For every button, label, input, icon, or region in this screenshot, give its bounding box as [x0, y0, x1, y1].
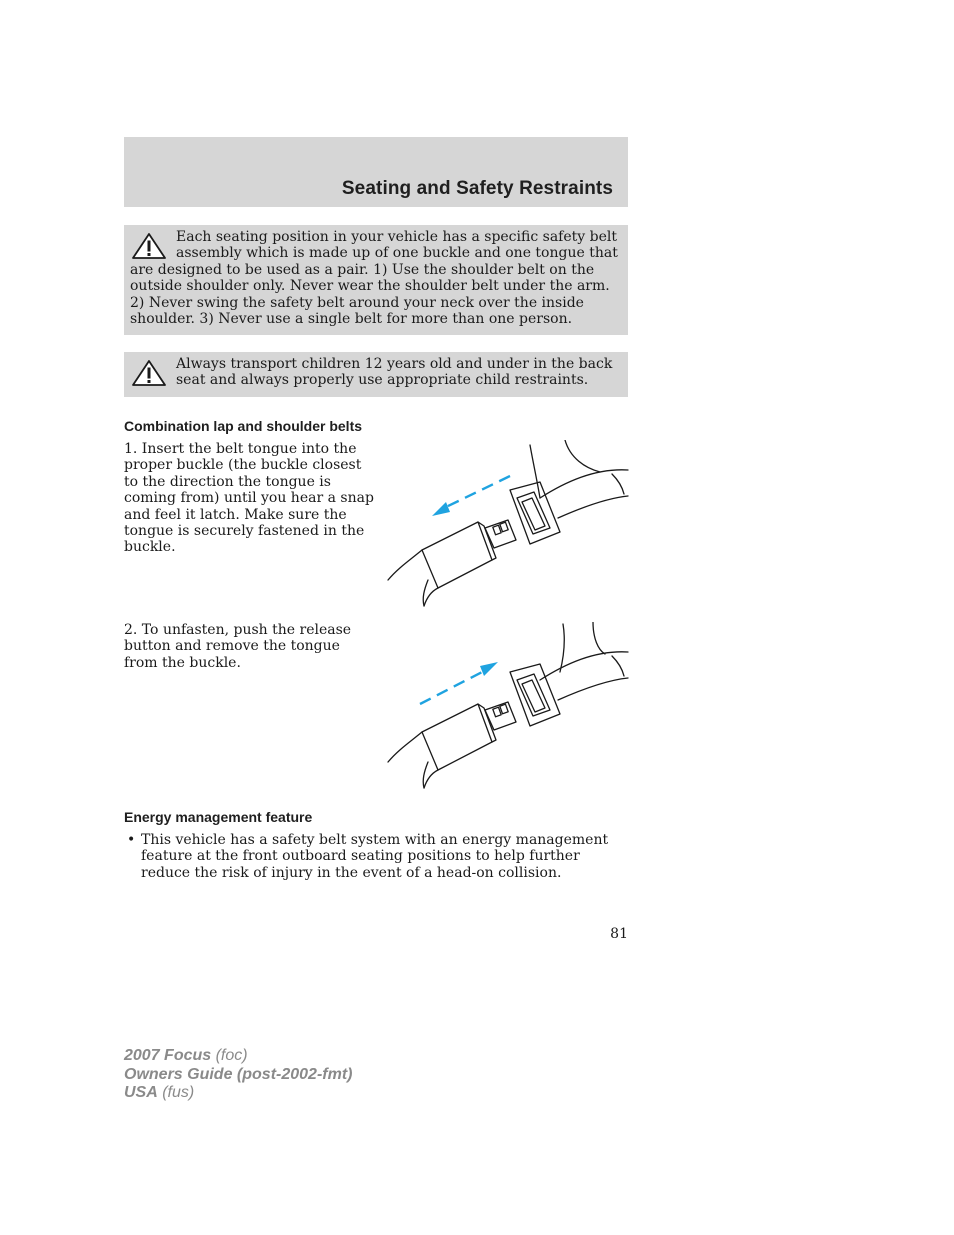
step-2-text: 2. To unfasten, push the release button and remove the tongue from the buckle. — [124, 622, 352, 671]
warning-text: Always transport children 12 years old and under in the back seat and always properly use appropriate child restraints. — [176, 356, 613, 389]
bullet-text: This vehicle has a safety belt system with an energy management feature at the front outboard seating positions to help further reduce the risk of injury in the event of a head-on collision. — [141, 832, 609, 881]
section-header — [124, 137, 628, 207]
list-item — [124, 832, 624, 881]
warning-triangle-icon — [131, 232, 167, 260]
bullet-icon: • — [127, 832, 136, 848]
page-number: 81 — [610, 926, 628, 942]
footer-line-3: USA (fus) — [124, 1084, 195, 1101]
step-1-text: 1. Insert the belt tongue into the proper buckle (the buckle closest to the direction the tongue is coming from) until you hear a snap and feel it latch. Make sure the tongue is securely fastened in the buckle. — [124, 441, 374, 556]
dashed-arrow-left-icon — [432, 476, 510, 516]
belt-insert-illustration — [380, 440, 630, 614]
heading-energy-management: Energy management feature — [124, 809, 313, 825]
warning-triangle-icon — [131, 359, 167, 387]
warning-box-children — [124, 352, 628, 397]
belt-release-illustration — [380, 622, 630, 796]
warning-box-belt-use — [124, 225, 628, 335]
footer-line-1: 2007 Focus (foc) — [124, 1047, 248, 1064]
footer-line-2: Owners Guide (post-2002-fmt) — [124, 1065, 353, 1083]
heading-combination-belts: Combination lap and shoulder belts — [124, 418, 363, 434]
section-title: Seating and Safety Restraints — [341, 178, 613, 199]
document-footer — [124, 1047, 352, 1103]
dashed-arrow-right-icon — [420, 662, 498, 704]
warning-text: Each seating position in your vehicle has a specific safety belt assembly which is made up of one buckle and one tongue that are designed to be used as a pair. 1) Use the shoulder belt on the outside shoulder only. Never wear the shoulder belt under the arm. 2) Never swing the safety belt around your neck over the inside shoulder. 3) Never use a single belt for more than one person. — [130, 229, 618, 328]
